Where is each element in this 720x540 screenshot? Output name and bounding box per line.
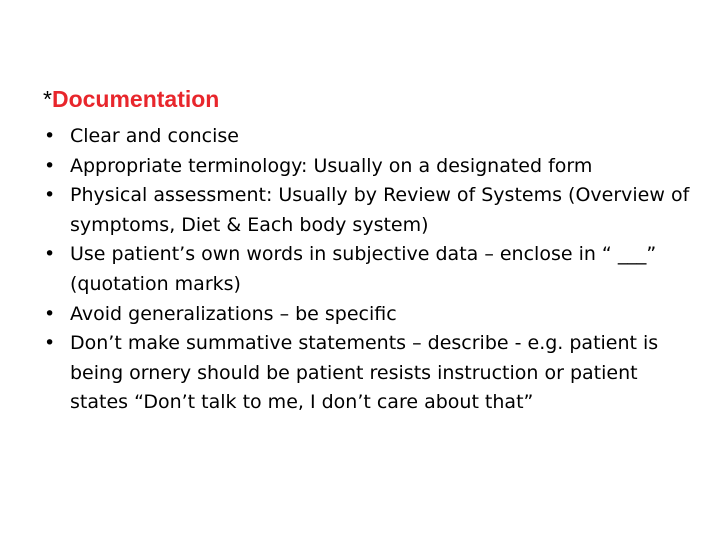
slide-title xyxy=(43,84,219,114)
title-text: Documentation xyxy=(51,86,220,112)
bullet-item xyxy=(44,181,694,240)
title-marker: * xyxy=(43,86,52,112)
bullet-text: Clear and concise xyxy=(70,125,239,147)
bullet-item xyxy=(44,300,694,330)
bullet-text: Use patient’s own words in subjective data – enclose in “ ___” (quotation marks) xyxy=(70,243,657,295)
bullet-text: Don’t make summative statements – describe - e.g. patient is being ornery should be patient resists instruction or patient states “Don’t talk to me, I don’t care about that” xyxy=(70,332,659,414)
bullet-item xyxy=(44,152,694,182)
bullet-text: Appropriate terminology: Usually on a designated form xyxy=(70,154,593,177)
bullet-list xyxy=(44,122,694,418)
bullet-item xyxy=(44,329,694,418)
bullet-item xyxy=(44,122,694,152)
bullet-icon: • xyxy=(44,184,56,207)
bullet-icon: • xyxy=(44,332,56,355)
bullet-text: Physical assessment: Usually by Review of Systems (Overview of symptoms, Diet & Each body system) xyxy=(70,184,690,236)
bullet-icon: • xyxy=(44,125,56,147)
bullet-item xyxy=(44,240,694,299)
bullet-icon: • xyxy=(44,302,56,325)
bullet-text: Avoid generalizations – be specific xyxy=(70,302,397,325)
bullet-icon: • xyxy=(44,243,56,266)
bullet-icon: • xyxy=(44,154,56,177)
